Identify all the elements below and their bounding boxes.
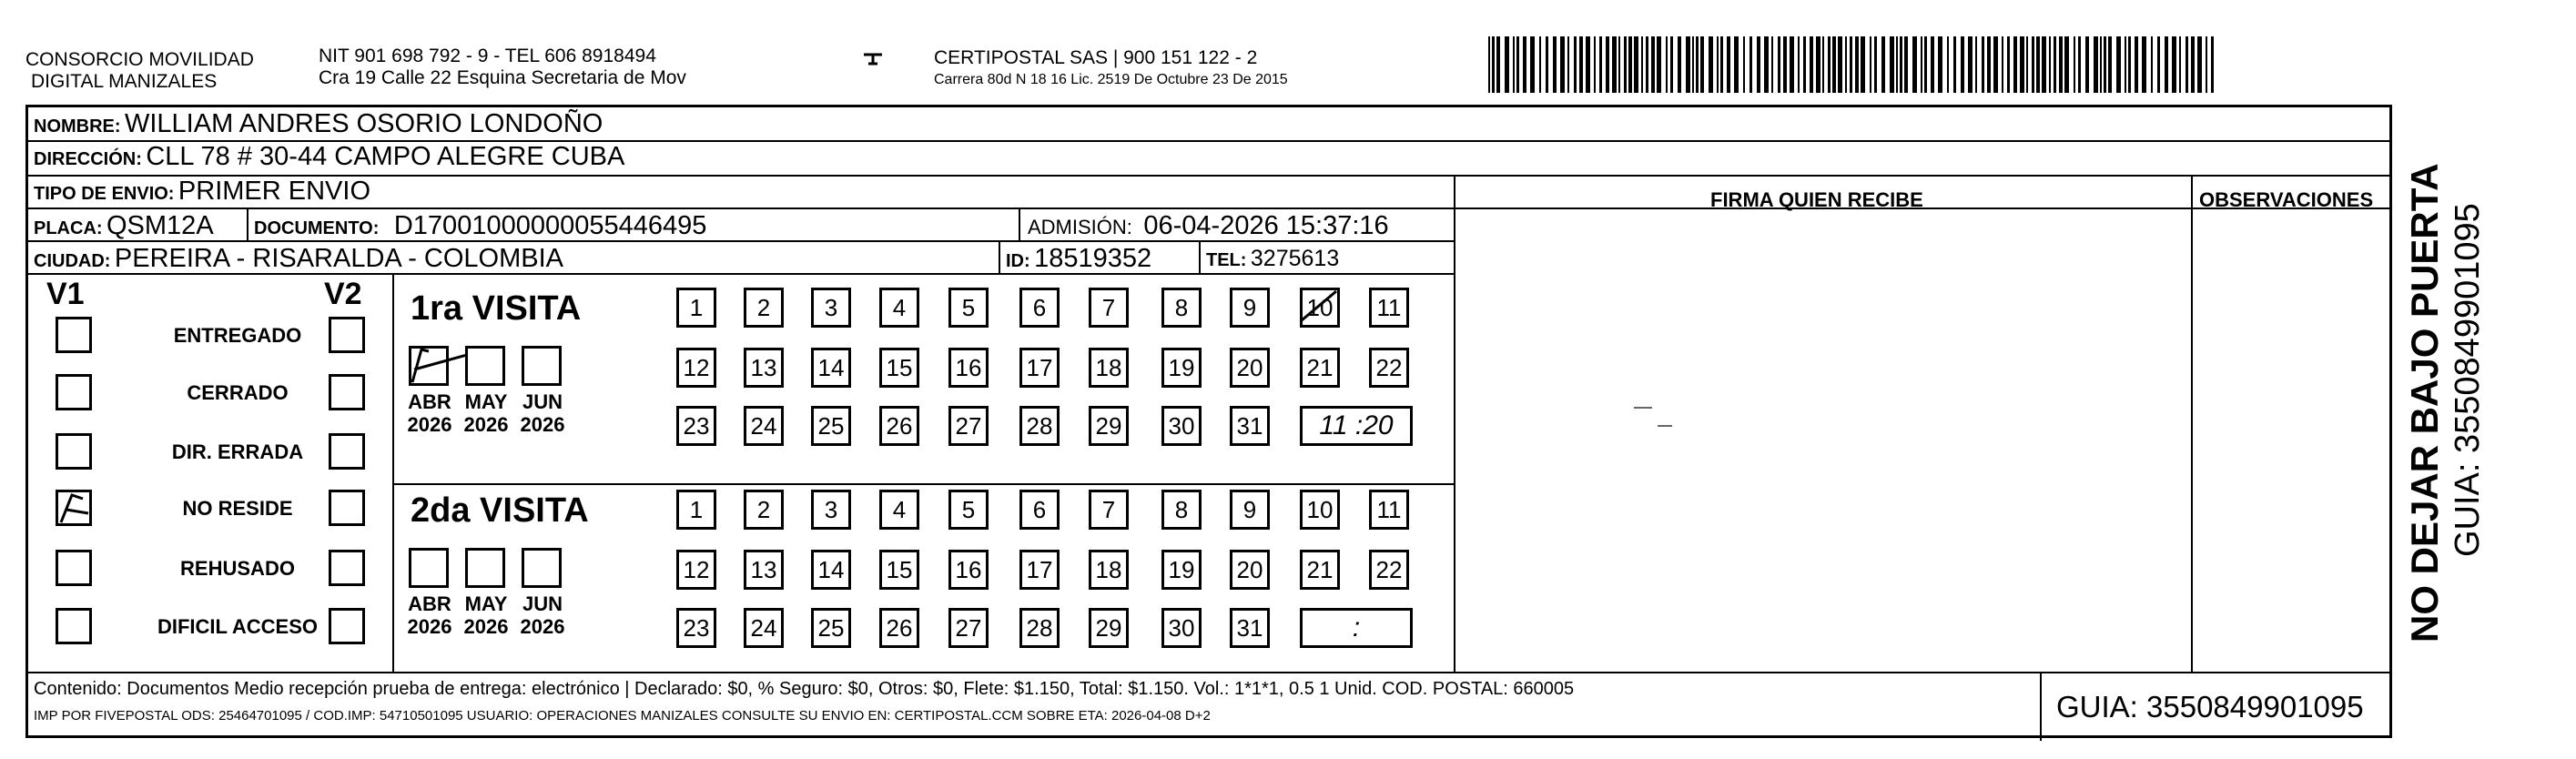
visit2-day-12[interactable]: 12 <box>676 550 716 590</box>
visit2-day-14[interactable]: 14 <box>811 550 851 590</box>
delivery-form <box>25 105 2392 738</box>
visit1-day-29[interactable]: 29 <box>1089 406 1129 446</box>
visit1-day-7[interactable]: 7 <box>1089 288 1129 328</box>
visit1-day-24[interactable]: 24 <box>744 406 784 446</box>
visit1-day-12[interactable]: 12 <box>676 348 716 388</box>
company-name <box>25 49 254 93</box>
visit2-day-8[interactable]: 8 <box>1161 490 1202 530</box>
company-line-1: CONSORCIO MOVILIDAD <box>25 49 254 70</box>
carrier-info <box>934 47 1288 87</box>
visit2-day-29[interactable]: 29 <box>1089 608 1129 648</box>
visit2-day-28[interactable]: 28 <box>1019 608 1060 648</box>
visit2-day-1[interactable]: 1 <box>676 490 716 530</box>
visit2-day-15[interactable]: 15 <box>879 550 919 590</box>
admission-label: ADMISIÓN: <box>1028 216 1132 238</box>
visit2-month-label: MAY <box>464 592 508 615</box>
visit1-day-11[interactable]: 11 <box>1369 288 1409 328</box>
v1-checkbox-cerrado[interactable] <box>56 374 92 410</box>
visit2-day-26[interactable]: 26 <box>879 608 919 648</box>
visit2-day-3[interactable]: 3 <box>811 490 851 530</box>
visit1-day-26[interactable]: 26 <box>879 406 919 446</box>
v2-header: V2 <box>324 277 362 311</box>
visit1-day-6[interactable]: 6 <box>1019 288 1060 328</box>
visit1-day-31[interactable]: 31 <box>1230 406 1270 446</box>
visit2-year-label: 2026 <box>407 615 452 638</box>
visit1-year-label: 2026 <box>463 413 509 436</box>
visit2-day-25[interactable]: 25 <box>811 608 851 648</box>
visit2-day-10[interactable]: 10 <box>1300 490 1340 530</box>
visit2-day-13[interactable]: 13 <box>744 550 784 590</box>
visit2-day-20[interactable]: 20 <box>1230 550 1270 590</box>
visit1-day-3[interactable]: 3 <box>811 288 851 328</box>
address-label: DIRECCIÓN: <box>34 149 142 169</box>
visit2-day-31[interactable]: 31 <box>1230 608 1270 648</box>
visit1-day-10[interactable]: 10 <box>1300 288 1340 328</box>
visit1-title: 1ra VISITA <box>411 289 582 328</box>
visit2-day-23[interactable]: 23 <box>676 608 716 648</box>
admission-datetime: 06-04-2026 15:37:16 <box>1143 211 1389 240</box>
visit2-day-11[interactable]: 11 <box>1369 490 1409 530</box>
visit1-day-30[interactable]: 30 <box>1161 406 1202 446</box>
visit1-day-17[interactable]: 17 <box>1019 348 1060 388</box>
name-row <box>34 109 603 143</box>
visit1-day-20[interactable]: 20 <box>1230 348 1270 388</box>
status-label: CERRADO <box>187 381 289 404</box>
visit1-day-22[interactable]: 22 <box>1369 348 1409 388</box>
plate-label: PLACA: <box>34 218 103 238</box>
visit1-day-14[interactable]: 14 <box>811 348 851 388</box>
ship-type-label: TIPO DE ENVIO: <box>34 184 175 204</box>
company-contact <box>319 46 686 89</box>
status-label: DIR. ERRADA <box>171 440 304 463</box>
visit2-month-box-jun[interactable] <box>522 548 562 588</box>
v2-checkbox-cerrado[interactable] <box>329 374 365 410</box>
visit2-year-label: 2026 <box>520 615 565 638</box>
city: PEREIRA - RISARALDA - COLOMBIA <box>114 244 564 273</box>
v1-checkbox-dificil-acceso[interactable] <box>56 608 92 644</box>
ship-type-row <box>34 177 370 210</box>
visit1-day-27[interactable]: 27 <box>948 406 989 446</box>
tel-cell <box>1206 244 1339 277</box>
visit2-day-4[interactable]: 4 <box>879 490 919 530</box>
visit1-day-5[interactable]: 5 <box>948 288 989 328</box>
visit1-year-label: 2026 <box>407 413 452 436</box>
visit2-day-30[interactable]: 30 <box>1161 608 1202 648</box>
visit1-month-label: MAY <box>464 390 508 413</box>
plate: QSM12A <box>106 211 214 240</box>
visit1-month-box-abr[interactable] <box>409 346 449 386</box>
visit1-day-2[interactable]: 2 <box>744 288 784 328</box>
v2-checkbox-entregado[interactable] <box>329 317 365 353</box>
visit2-day-21[interactable]: 21 <box>1300 550 1340 590</box>
visit1-day-8[interactable]: 8 <box>1161 288 1202 328</box>
visit2-day-27[interactable]: 27 <box>948 608 989 648</box>
visit2-day-9[interactable]: 9 <box>1230 490 1270 530</box>
visit2-month-box-abr[interactable] <box>409 548 449 588</box>
contents-line: Contenido: Documentos Medio recepción prueba de entrega: electrónico | Declarado: $0, % Seguro: $0, Otros: $0, Flete: $1.150, Total: $1.150. Vol.: 1*1*1, 0.5 1 Unid. COD. POSTAL: 660005 <box>34 679 1575 699</box>
address-row <box>34 142 624 176</box>
imp-line: IMP POR FIVEPOSTAL ODS: 25464701095 / COD.IMP: 54710501095 USUARIO: OPERACIONES MANIZALES CONSULTE SU ENVIO EN: CERTIPOSTAL.CCM SOBRE ETA: 2026-04-08 D+2 <box>34 708 1211 724</box>
visit2-day-22[interactable]: 22 <box>1369 550 1409 590</box>
barcode <box>1488 36 2216 93</box>
recipient-address: CLL 78 # 30-44 CAMPO ALEGRE CUBA <box>146 142 625 171</box>
recipient-name: WILLIAM ANDRES OSORIO LONDOÑO <box>125 109 603 138</box>
company-line-2: DIGITAL MANIZALES <box>31 71 218 92</box>
visit2-month-label: ABR <box>408 592 451 615</box>
v2-checkbox-no-reside[interactable] <box>329 490 365 526</box>
visit1-day-18[interactable]: 18 <box>1089 348 1129 388</box>
status-label: DIFICIL ACCESO <box>157 615 318 638</box>
document-number: D17001000000055446495 <box>393 211 707 240</box>
visit1-day-19[interactable]: 19 <box>1161 348 1202 388</box>
id-number: 18519352 <box>1034 244 1152 273</box>
ship-type: PRIMER ENVIO <box>177 177 371 206</box>
v1-checkbox-dir-errada[interactable] <box>56 433 92 470</box>
visit2-day-17[interactable]: 17 <box>1019 550 1060 590</box>
v2-checkbox-dir-errada[interactable] <box>329 433 365 470</box>
side-guia: GUIA: 3550849901095 <box>2449 203 2487 557</box>
visit2-day-24[interactable]: 24 <box>744 608 784 648</box>
visit2-year-label: 2026 <box>463 615 509 638</box>
visit1-day-23[interactable]: 23 <box>676 406 716 446</box>
address-line: Cra 19 Calle 22 Esquina Secretaria de Mov <box>319 67 686 88</box>
tel-label: TEL: <box>1206 250 1247 270</box>
observations-column-header: OBSERVACIONES <box>2199 188 2374 211</box>
v1-header: V1 <box>46 277 85 311</box>
visit1-day-25[interactable]: 25 <box>811 406 851 446</box>
visit1-day-9[interactable]: 9 <box>1230 288 1270 328</box>
v1-checkbox-entregado[interactable] <box>56 317 92 353</box>
visit1-month-label: JUN <box>522 390 563 413</box>
visit1-day-13[interactable]: 13 <box>744 348 784 388</box>
certipostal-logo <box>861 50 885 70</box>
visit2-month-box-may[interactable] <box>465 548 505 588</box>
footer-guia: GUIA: 3550849901095 <box>2056 690 2364 724</box>
tel-number: 3275613 <box>1250 246 1340 271</box>
visit1-day-1[interactable]: 1 <box>676 288 716 328</box>
visit1-year-label: 2026 <box>520 413 565 436</box>
name-label: NOMBRE: <box>34 116 121 137</box>
v2-checkbox-rehusado[interactable] <box>329 550 365 586</box>
status-label: REHUSADO <box>180 557 295 580</box>
no-dejar-bajo-puerta: NO DEJAR BAJO PUERTA <box>2403 163 2446 643</box>
visit1-month-box-jun[interactable] <box>522 346 562 386</box>
visit1-month-label: ABR <box>408 390 451 413</box>
id-label: ID: <box>1006 251 1030 271</box>
v1-checkbox-no-reside[interactable] <box>56 490 92 526</box>
visit2-month-label: JUN <box>522 592 563 615</box>
visit1-day-28[interactable]: 28 <box>1019 406 1060 446</box>
carrier-line-1: CERTIPOSTAL SAS | 900 151 122 - 2 <box>934 47 1258 68</box>
visit2-day-19[interactable]: 19 <box>1161 550 1202 590</box>
v1-checkbox-rehusado[interactable] <box>56 550 92 586</box>
visit1-time-box[interactable]: 11 :20 <box>1300 406 1413 446</box>
carrier-line-2: Carrera 80d N 18 16 Lic. 2519 De Octubre 23 De 2015 <box>934 72 1288 87</box>
visit1-month-box-may[interactable] <box>465 346 505 386</box>
visit2-time-box[interactable]: : <box>1300 608 1413 648</box>
visit2-day-7[interactable]: 7 <box>1089 490 1129 530</box>
visit2-day-16[interactable]: 16 <box>948 550 989 590</box>
status-label: NO RESIDE <box>182 497 293 520</box>
status-label: ENTREGADO <box>173 324 302 347</box>
visit1-day-4[interactable]: 4 <box>879 288 919 328</box>
visit2-day-2[interactable]: 2 <box>744 490 784 530</box>
nit-line: NIT 901 698 792 - 9 - TEL 606 8918494 <box>319 46 656 66</box>
visit1-day-21[interactable]: 21 <box>1300 348 1340 388</box>
v2-checkbox-dificil-acceso[interactable] <box>329 608 365 644</box>
signature-column-header: FIRMA QUIEN RECIBE <box>1710 188 1923 211</box>
city-label: CIUDAD: <box>34 251 111 271</box>
visit2-day-18[interactable]: 18 <box>1089 550 1129 590</box>
visit1-day-16[interactable]: 16 <box>948 348 989 388</box>
visit2-title: 2da VISITA <box>411 491 589 530</box>
visit2-day-5[interactable]: 5 <box>948 490 989 530</box>
visit2-day-6[interactable]: 6 <box>1019 490 1060 530</box>
document-label: DOCUMENTO: <box>254 218 380 238</box>
visit1-day-15[interactable]: 15 <box>879 348 919 388</box>
